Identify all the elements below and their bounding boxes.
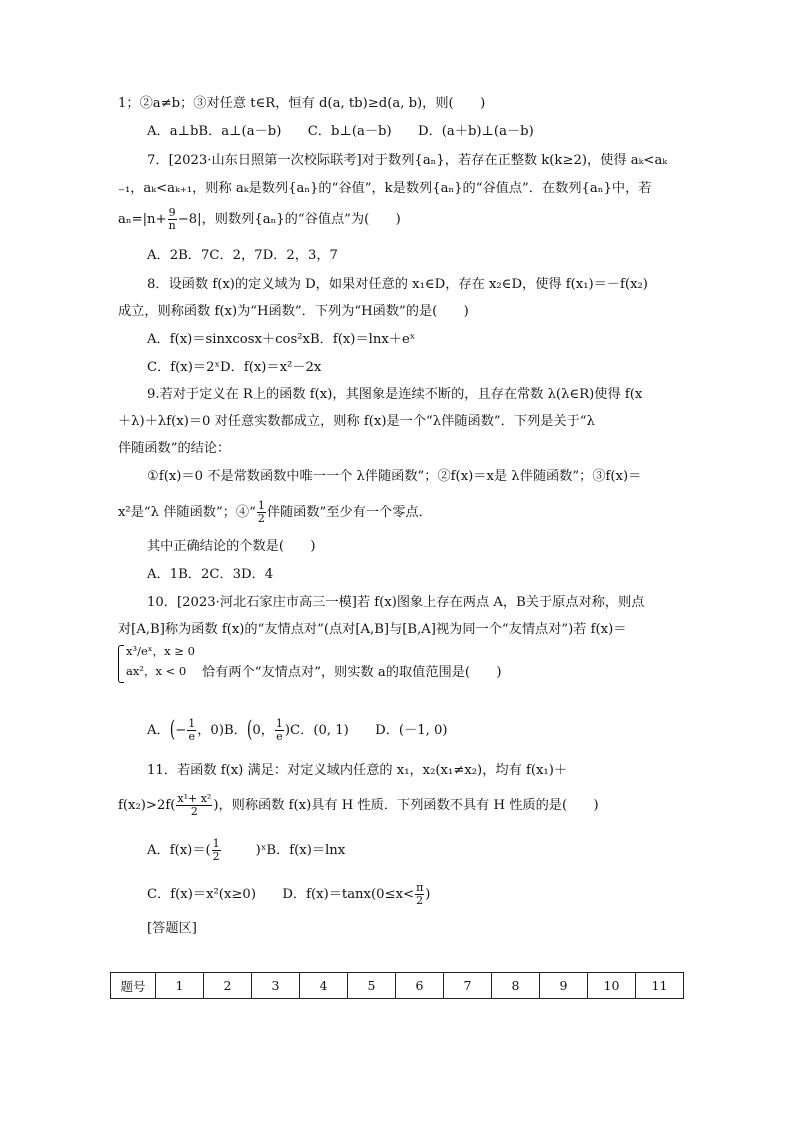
answer-table-row [111,973,684,999]
q10-fraction-a-den: e [188,730,195,743]
q11-fraction-den: 2 [190,805,198,818]
question-9-line-2: ＋λ)＋λf(x)＝0 对任意实数都成立，则称 f(x)是一个“λ伴随函数”．下列是关于“λ [118,414,595,429]
q11-optC-post: ) [425,887,431,902]
answer-cell-1: 1 [156,973,204,999]
piecewise-case-2: ax²，x < 0 [126,664,187,678]
q11-optA-fraction-num: 1 [212,837,220,850]
question-10-line-2: 对[A,B]称为函数 f(x)的“友情点对”(点对[A,B]与[B,A]视为同一个“友情点对”)若 f(x)＝ [118,622,627,637]
question-8-options-ab: A．f(x)＝sinxcosx＋cos²xB．f(x)＝lnx＋eˣ [147,332,416,347]
q7-formula-post: −8|，则数列{aₙ}的“谷值点”为( ) [177,212,401,227]
answer-cell-3: 3 [252,973,300,999]
q10-paren-b: ( [246,717,253,743]
question-10-line-1: 10．[2023·河北石家庄市高三一模]若 f(x)图象上存在两点 A，B关于原点对称，则点 [147,595,645,610]
q11-optC-fraction-num: π [416,881,424,894]
answer-cell-6: 6 [396,973,444,999]
question-9-options: A．1B．2C．3D．4 [147,567,274,582]
answer-area-label: [答题区] [147,921,197,936]
question-6-continuation: 1；②a≠b；③对任意 t∈R，恒有 d(a, tb)≥d(a, b)，则( ) [118,96,486,111]
q7-fraction [168,207,177,232]
q7-fraction-den: n [168,219,176,232]
question-7-options: A．2B．7C．2，7D．2，3，7 [147,248,338,263]
q11-post: )，则称函数 f(x)具有 H 性质．下列函数不具有 H 性质的是( ) [213,798,599,813]
q11-optA-post: ˣB．f(x)＝lnx [260,843,346,858]
question-9-prompt: 其中正确结论的个数是( ) [147,539,316,554]
question-6-options: A．a⊥bB．a⊥(a－b) C．b⊥(a－b) D．(a＋b)⊥(a－b) [147,124,534,139]
q10-optC: )C．(0, 1) D．(－1, 0) [284,723,448,738]
q10-fraction-b [275,718,284,743]
question-8-options-cd: C．f(x)＝2ˣD．f(x)＝x²－2x [147,360,322,375]
question-11-options-ab: A．f(x)＝( $\frac{1}{2}$ )ˣB．f(x)＝lnx [147,837,346,863]
q10-optA-pre: A． [147,723,170,738]
question-7-line-1: 7．[2023·山东日照第一次校际联考]对于数列{aₙ}，若存在正整数 k(k≥2)，使得 aₖ<aₖ [147,153,668,168]
answer-cell-11: 11 [636,973,684,999]
answer-cell-2: 2 [204,973,252,999]
answer-cell-4: 4 [300,973,348,999]
q9-post: 伴随函数”至少有一个零点． [266,505,432,520]
q11-optC-fraction [415,882,424,907]
q11-optC-pre: C．f(x)＝x²(x≥0) D．f(x)＝tanx(0≤x< [147,887,415,902]
q11-optA-pre: A．f(x)＝( [147,843,211,858]
question-9-line-1: 9.若对于定义在 R上的函数 f(x)，其图象是连续不断的，且存在常数 λ(λ∈R)使得 f(x [147,387,643,402]
question-8-line-2: 成立，则称函数 f(x)为“H函数”．下列为“H函数”的是( ) [118,304,469,319]
q11-optA-fraction-den: 2 [212,850,220,863]
answer-table [110,972,684,999]
question-8-line-1: 8．设函数 f(x)的定义域为 D，如果对任意的 x₁∈D，存在 x₂∈D，使得 f(x₁)＝－f(x₂) [147,277,648,292]
piecewise-case-1: x³/eˣ，x ≥ 0 [126,644,195,658]
piecewise-brace [118,645,124,683]
answer-cell-7: 7 [444,973,492,999]
question-7-line-3 [118,207,401,232]
answer-cell-5: 5 [348,973,396,999]
q11-pre: f(x₂)>2f( [118,798,176,813]
q10-paren: ( [169,717,176,743]
q9-fraction-den: 2 [257,512,265,525]
q11-optC-fraction-den: 2 [416,894,424,907]
answer-table-header: 题号 [111,973,156,999]
q10-fraction-a-num: 1 [188,717,196,730]
question-9-statements-1: ①f(x)＝0 不是常数函数中唯一一个 λ伴随函数”；②f(x)＝x是 λ伴随函数”；③f(x)＝ [147,469,642,484]
answer-cell-8: 8 [492,973,540,999]
q10-fraction-b-den: e [276,730,283,743]
q9-fraction-num: 1 [257,499,265,512]
q9-fraction [257,500,266,525]
q10-optA-post: ，0)B． [197,723,247,738]
q7-fraction-num: 9 [168,206,176,219]
question-10-options: A．(− $\frac{1}{e}$ ，0)B．(0， $\frac{1}{e}$ )C．(0, 1) D．(－1, 0) [147,717,448,743]
q10-fraction-a [187,718,196,743]
q10-fraction-b-num: 1 [275,717,283,730]
q11-optA-fraction [212,838,221,863]
answer-cell-9: 9 [540,973,588,999]
q7-formula-pre: aₙ=|n+ [118,212,167,227]
q9-pre: x²是“λ 伴随函数”；④“ [118,505,256,520]
q11-fraction [176,793,212,818]
question-11-line-2 [118,793,599,818]
question-9-statements-2 [118,500,432,525]
question-10-line-3: 恰有两个“友情点对”，则实数 a的取值范围是( ) [202,665,502,680]
question-7-line-2: ₋₁，aₖ<aₖ₊₁，则称 aₖ是数列{aₙ}的“谷值”，k是数列{aₙ}的“谷值点”．在数列{aₙ}中，若 [118,181,652,196]
question-11-options-cd [147,882,430,907]
q11-fraction-num: x¹+ x² [177,792,212,805]
question-9-line-3: 伴随函数”的结论： [118,441,231,456]
question-11-line-1: 11．若函数 f(x) 满足：对定义域内任意的 x₁，x₂(x₁≠x₂)，均有 f(x₁)＋ [147,763,568,778]
answer-cell-10: 10 [588,973,636,999]
